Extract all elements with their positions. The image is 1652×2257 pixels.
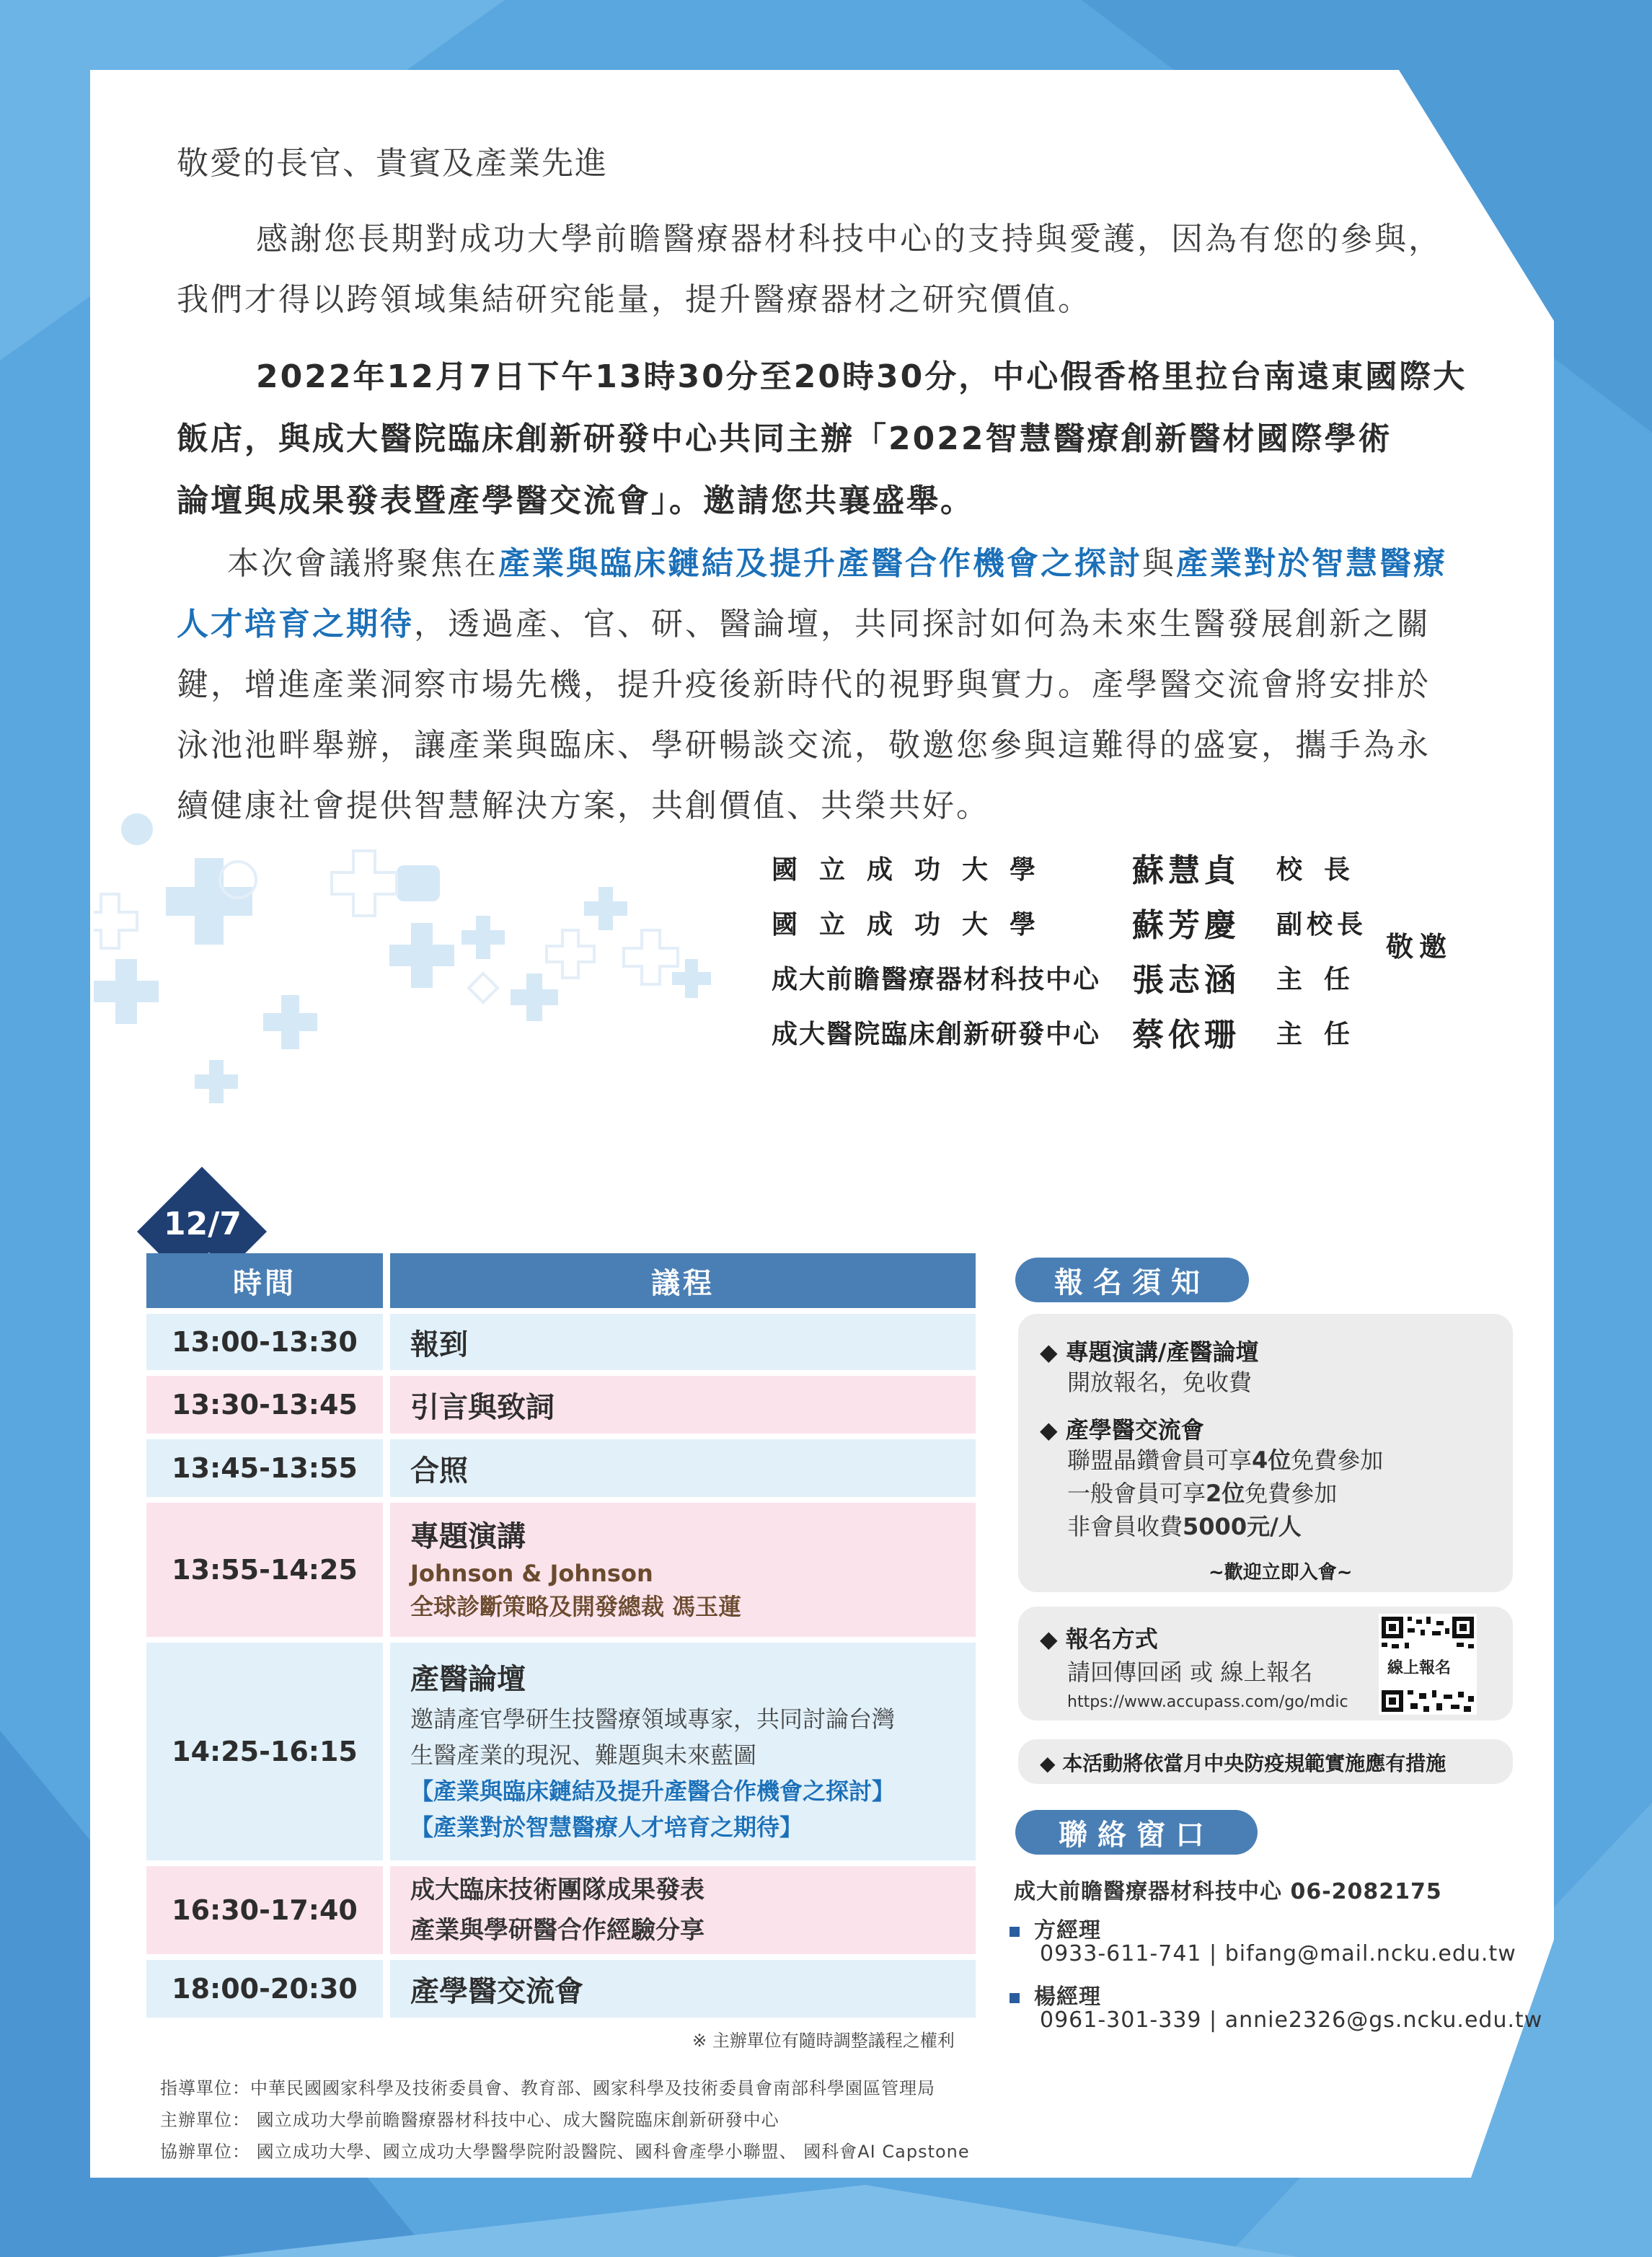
agenda-desc-line: 成大臨床技術團隊成果發表 xyxy=(410,1876,704,1904)
agenda-topic: 【產業與臨床鏈結及提升產醫合作機會之探討】 xyxy=(410,1777,896,1805)
agenda-time: 13:30-13:45 xyxy=(146,1376,383,1434)
contact-person2-info[interactable]: 0961-301-339 | annie2326@gs.ncku.edu.tw xyxy=(1040,2008,1543,2033)
para2-line3: 論壇與成果發表暨產學醫交流會」。邀請您共襄盛舉。 xyxy=(177,482,974,519)
agenda-header-program: 議程 xyxy=(390,1253,976,1308)
contact-person1 xyxy=(1010,1912,1101,1944)
agenda-title-text: 產學醫交流會 xyxy=(410,1974,583,2008)
registration-price-line xyxy=(1067,1509,1302,1542)
registration-heading: 報名須知 xyxy=(1015,1258,1249,1302)
price-count: 2位 xyxy=(1206,1480,1245,1507)
agenda-title xyxy=(390,1376,976,1434)
registration-welcome: ~歡迎立即入會~ xyxy=(1209,1562,1353,1584)
para2-line1: 2022年12月7日下午13時30分至20時30分，中心假香格里拉台南遠東國際大 xyxy=(256,358,1467,395)
table-row xyxy=(146,1503,976,1637)
signature-name: 蘇芳慶 xyxy=(1132,907,1240,944)
agenda-desc-line: 生醫產業的現況、難題與未來藍圖 xyxy=(410,1741,757,1769)
bullet-square-icon xyxy=(1010,1993,1020,2003)
paragraph-focus xyxy=(177,534,1475,836)
agenda-topic: 【產業對於智慧醫療人才培育之期待】 xyxy=(410,1814,803,1841)
registration-url[interactable]: https://www.accupass.com/go/mdic xyxy=(1067,1693,1348,1711)
table-row xyxy=(146,1314,976,1370)
agenda-title-text: 專題演講 xyxy=(410,1520,526,1553)
signature-org: 國立成功大學 xyxy=(772,854,1058,885)
paragraph-thanks xyxy=(177,209,1475,330)
para3-mid: 與 xyxy=(1142,545,1176,582)
signature-row xyxy=(772,895,1384,950)
signature-name: 張志涵 xyxy=(1132,962,1240,999)
para3-line5: 續健康社會提供智慧解決方案，共創價值、共榮共好。 xyxy=(177,787,990,824)
contact-center: 成大前瞻醫療器材科技中心 06-2082175 xyxy=(1014,1879,1442,1904)
registration-method: ◆ 報名方式 xyxy=(1040,1625,1158,1653)
signature-name: 蘇慧貞 xyxy=(1132,852,1240,889)
agenda-time: 14:25-16:15 xyxy=(146,1643,383,1860)
footer-coorganizer: 協辦單位： 國立成功大學、國立成功大學醫學院附設醫院、國科會產學小聯盟、 國科會AI Capstone xyxy=(160,2142,970,2162)
registration-item1-title: 專題演講/產醫論壇 xyxy=(1065,1338,1259,1366)
agenda-time: 18:00-20:30 xyxy=(146,1960,383,2018)
agenda-title xyxy=(390,1503,976,1637)
agenda-title xyxy=(390,1439,976,1497)
table-row xyxy=(146,1643,976,1860)
sign-off: 敬邀 xyxy=(1386,931,1453,963)
agenda-title-text: 產醫論壇 xyxy=(410,1663,526,1696)
registration-item2: ◆ 產學醫交流會 xyxy=(1040,1416,1204,1444)
agenda-title-text: 報到 xyxy=(410,1328,468,1361)
highlight-topic-2a: 產業對於智慧醫療 xyxy=(1176,545,1447,582)
agenda-speaker-title: 全球診斷策略及開發總裁 馮玉蓮 xyxy=(410,1593,742,1620)
agenda-title-text: 引言與致詞 xyxy=(410,1390,555,1424)
agenda-title xyxy=(390,1866,976,1954)
agenda-desc-line: 產業與學研醫合作經驗分享 xyxy=(410,1916,704,1945)
contact-person2 xyxy=(1010,1979,1101,2010)
agenda-title xyxy=(390,1314,976,1370)
para1-line1: 感謝您長期對成功大學前瞻醫療器材科技中心的支持與愛護，因為有您的參與， xyxy=(256,221,1442,257)
agenda-header-time: 時間 xyxy=(146,1253,383,1308)
signature-title: 副校長 xyxy=(1276,909,1368,940)
price-count: 4位 xyxy=(1252,1446,1291,1474)
table-row xyxy=(146,1960,976,2018)
registration-item1: ◆ 專題演講/產醫論壇 xyxy=(1040,1338,1259,1366)
para2-line2: 飯店，與成大醫院臨床創新研發中心共同主辦「2022智慧醫療創新醫材國際學術 xyxy=(177,420,1392,457)
signature-row xyxy=(772,840,1384,895)
highlight-topic-2b: 人才培育之期待 xyxy=(177,606,414,642)
price-text: 免費參加 xyxy=(1291,1446,1384,1474)
agenda-time: 13:00-13:30 xyxy=(146,1314,383,1370)
para3-post1: ，透過產、官、研、醫論壇，共同探討如何為未來生醫發展創新之關 xyxy=(414,606,1431,642)
signature-org: 成大前瞻醫療器材科技中心 xyxy=(772,964,1101,994)
contact-person1-name: 方經理 xyxy=(1034,1918,1101,1943)
agenda-title xyxy=(390,1960,976,2018)
price-count: 5000元/人 xyxy=(1183,1513,1302,1540)
signature-block xyxy=(772,840,1384,1059)
registration-price-line xyxy=(1067,1475,1337,1509)
agenda-time: 16:30-17:40 xyxy=(146,1866,383,1954)
para3-line4: 泳池池畔舉辦，讓產業與臨床、學研暢談交流，敬邀您參與這難得的盛宴，攜手為永 xyxy=(177,727,1431,764)
registration-method-desc: 請回傳回函 或 線上報名 xyxy=(1067,1658,1313,1686)
price-text: 聯盟晶鑽會員可享 xyxy=(1067,1446,1253,1474)
greeting: 敬愛的長官、貴賓及產業先進 xyxy=(177,145,608,182)
para1-line2: 我們才得以跨領域集結研究能量，提升醫療器材之研究價值。 xyxy=(177,281,1092,318)
price-text: 一般會員可享 xyxy=(1067,1480,1206,1507)
contact-person2-name: 楊經理 xyxy=(1034,1984,1101,2010)
date-badge-date: 12/7 xyxy=(164,1206,242,1242)
signature-row xyxy=(772,1004,1384,1059)
agenda-time: 13:55-14:25 xyxy=(146,1503,383,1637)
agenda-time: 13:45-13:55 xyxy=(146,1439,383,1497)
price-text: 免費參加 xyxy=(1245,1480,1338,1507)
signature-title: 校長 xyxy=(1276,854,1372,885)
agenda-note: ※ 主辦單位有隨時調整議程之權利 xyxy=(692,2031,955,2051)
signature-org: 成大醫院臨床創新研發中心 xyxy=(772,1019,1101,1049)
medical-cross-decoration xyxy=(94,800,786,1125)
signature-title: 主任 xyxy=(1276,1019,1372,1049)
agenda-desc-line: 邀請產官學研生技醫療領域專家，共同討論台灣 xyxy=(410,1705,896,1733)
agenda-title-text: 合照 xyxy=(410,1454,468,1488)
signature-row xyxy=(772,950,1384,1004)
registration-item1-desc: 開放報名，免收費 xyxy=(1067,1369,1253,1396)
agenda-title xyxy=(390,1643,976,1860)
signature-org: 國立成功大學 xyxy=(772,909,1058,940)
covid-note-text: 本活動將依當月中央防疫規範實施應有措施 xyxy=(1062,1752,1446,1775)
paragraph-event xyxy=(177,346,1475,532)
para3-line3: 鍵，增進產業洞察市場先機，提升疫後新時代的視野與實力。產學醫交流會將安排於 xyxy=(177,666,1431,703)
signature-name: 蔡依珊 xyxy=(1132,1017,1240,1054)
registration-method-title: 報名方式 xyxy=(1065,1625,1158,1653)
bullet-square-icon xyxy=(1010,1927,1020,1937)
covid-note: ◆ 本活動將依當月中央防疫規範實施應有措施 xyxy=(1040,1752,1446,1775)
agenda-speaker-company: Johnson & Johnson xyxy=(410,1560,653,1587)
para3-pre: 本次會議將聚焦在 xyxy=(227,545,498,582)
footer-host: 主辦單位： 國立成功大學前瞻醫療器材科技中心、成大醫院臨床創新研發中心 xyxy=(160,2110,779,2130)
contact-person1-info[interactable]: 0933-611-741 | bifang@mail.ncku.edu.tw xyxy=(1040,1941,1516,1966)
signature-title: 主任 xyxy=(1276,964,1372,994)
highlight-topic-1: 產業與臨床鏈結及提升產醫合作機會之探討 xyxy=(498,545,1142,582)
registration-price-line xyxy=(1067,1442,1383,1475)
contact-heading: 聯絡窗口 xyxy=(1015,1810,1258,1855)
table-row xyxy=(146,1439,976,1497)
footer-guidance: 指導單位：中華民國國家科學及技術委員會、教育部、國家科學及技術委員會南部科學園區管理局 xyxy=(160,2078,935,2098)
table-row xyxy=(146,1866,976,1954)
qr-label: 線上報名 xyxy=(1387,1659,1452,1677)
price-text: 非會員收費 xyxy=(1067,1513,1183,1540)
registration-item2-title: 產學醫交流會 xyxy=(1065,1416,1204,1444)
table-row xyxy=(146,1376,976,1434)
